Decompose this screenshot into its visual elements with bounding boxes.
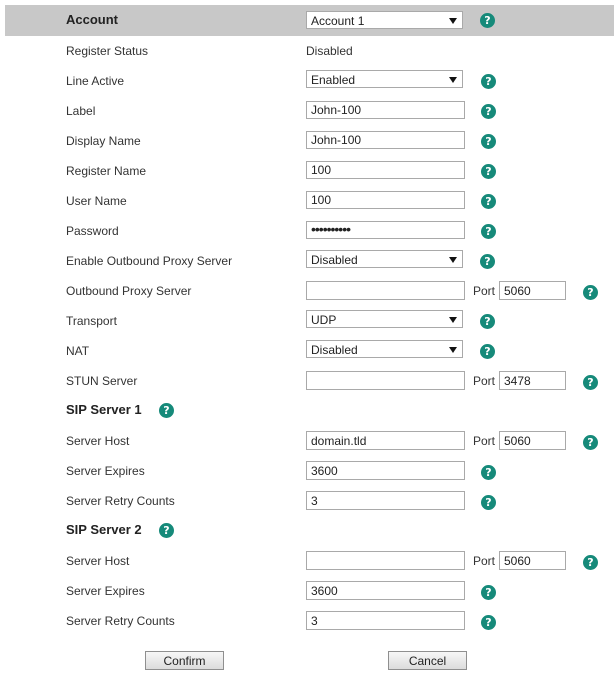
label-input[interactable] [306,101,465,119]
port-label: Port [473,434,496,448]
nat-label: NAT [66,344,90,358]
password-input[interactable] [306,221,465,239]
help-icon[interactable]: ? [159,523,174,538]
outbound-proxy-input[interactable] [306,281,465,300]
label-row [0,96,616,126]
stun-server-port-input[interactable] [499,371,566,390]
stun-server-input[interactable] [306,371,465,390]
help-icon[interactable]: ? [480,13,495,28]
stun-server-label: STUN Server [66,374,138,388]
sip-1-server-expires-label: Server Expires [66,464,145,478]
nat-row [0,336,616,366]
help-icon[interactable]: ? [480,314,495,329]
help-icon[interactable]: ? [480,254,495,269]
enable-outbound-proxy-row [0,246,616,276]
account-label: Account [66,12,118,27]
user-name-label: User Name [66,194,127,208]
transport-select[interactable] [306,310,463,328]
outbound-proxy-row [0,276,616,306]
help-icon[interactable]: ? [159,403,174,418]
dropdown-arrow-icon [449,257,457,263]
help-icon[interactable]: ? [481,104,496,119]
register-status-label: Register Status [66,44,149,58]
port-label: Port [473,284,496,298]
nat-select-value: Disabled [311,343,358,357]
line-active-select[interactable] [306,70,463,88]
sip-1-server-host-input[interactable] [306,431,465,450]
register-name-label: Register Name [66,164,147,178]
sip-server-2-heading-row [0,516,616,546]
help-icon[interactable]: ? [481,495,496,510]
sip-server-1-heading-row [0,396,616,426]
help-icon[interactable]: ? [481,224,496,239]
dropdown-arrow-icon [449,317,457,323]
help-icon[interactable]: ? [481,74,496,89]
register-status-value: Disabled [306,44,353,58]
register-name-row [0,156,616,186]
sip-1-port-input[interactable] [499,431,566,450]
sip-1-server-retry-input[interactable] [306,491,465,510]
account-select[interactable] [306,11,463,29]
enable-outbound-proxy-value: Disabled [311,253,358,267]
line-active-label: Line Active [66,74,125,88]
outbound-proxy-port-input[interactable] [499,281,566,300]
line-active-row [0,66,616,96]
password-label: Password [66,224,119,238]
sip-2-server-retry-label: Server Retry Counts [66,614,175,628]
password-mask: •••••••••• [311,221,351,237]
display-name-input[interactable] [306,131,465,149]
sip-1-server-expires-input[interactable] [306,461,465,480]
enable-outbound-proxy-label: Enable Outbound Proxy Server [66,254,233,268]
dropdown-arrow-icon [449,77,457,83]
sip-2-server-expires-input[interactable] [306,581,465,600]
confirm-button[interactable]: Confirm [145,651,224,670]
sip-2-server-expires-label: Server Expires [66,584,145,598]
sip-2-server-host-row [0,546,616,576]
register-name-input[interactable] [306,161,465,179]
help-icon[interactable]: ? [481,164,496,179]
help-icon[interactable]: ? [583,435,598,450]
sip-server-2-title: SIP Server 2 [66,522,142,537]
nat-select[interactable] [306,340,463,358]
stun-server-row [0,366,616,396]
dropdown-arrow-icon [449,347,457,353]
sip-2-server-host-input[interactable] [306,551,465,570]
account-select-value: Account 1 [311,14,365,28]
help-icon[interactable]: ? [481,615,496,630]
port-label: Port [473,374,496,388]
sip-2-port-input[interactable] [499,551,566,570]
sip-1-server-host-row [0,426,616,456]
help-icon[interactable]: ? [480,344,495,359]
sip-2-server-host-label: Server Host [66,554,130,568]
enable-outbound-proxy-select[interactable] [306,250,463,268]
display-name-label: Display Name [66,134,141,148]
sip-1-server-host-label: Server Host [66,434,130,448]
help-icon[interactable]: ? [481,134,496,149]
cancel-button[interactable]: Cancel [388,651,467,670]
password-row [0,216,616,246]
account-row [0,5,616,35]
transport-label: Transport [66,314,117,328]
help-icon[interactable]: ? [583,285,598,300]
line-active-select-value: Enabled [311,73,356,87]
sip-2-server-retry-row [0,606,616,636]
transport-row [0,306,616,336]
help-icon[interactable]: ? [481,585,496,600]
help-icon[interactable]: ? [583,375,598,390]
sip-1-server-retry-label: Server Retry Counts [66,494,175,508]
sip-2-server-retry-input[interactable] [306,611,465,630]
transport-select-value: UDP [311,313,337,327]
port-label: Port [473,554,496,568]
register-status-row [0,36,616,66]
sip-server-1-title: SIP Server 1 [66,402,142,417]
sip-1-server-retry-row [0,486,616,516]
outbound-proxy-label: Outbound Proxy Server [66,284,192,298]
user-name-row [0,186,616,216]
help-icon[interactable]: ? [481,194,496,209]
label-field-label: Label [66,104,96,118]
help-icon[interactable]: ? [583,555,598,570]
sip-1-server-expires-row [0,456,616,486]
sip-2-server-expires-row [0,576,616,606]
dropdown-arrow-icon [449,18,457,24]
display-name-row [0,126,616,156]
user-name-input[interactable] [306,191,465,209]
help-icon[interactable]: ? [481,465,496,480]
